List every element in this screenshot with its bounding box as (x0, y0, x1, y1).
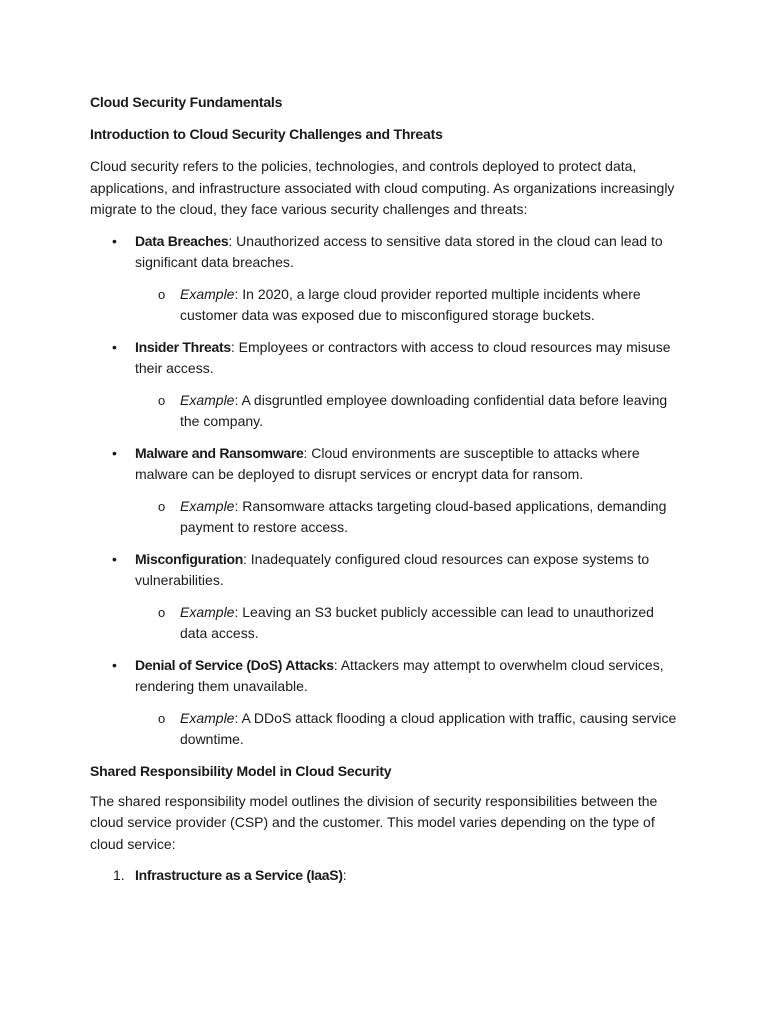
list-item (90, 231, 680, 274)
example-item (90, 496, 680, 539)
threat-description: : Attackers may attempt to overwhelm cloud services, rendering them unavailable. (135, 656, 664, 694)
document-page (90, 92, 680, 887)
example-text: : In 2020, a large cloud provider reported multiple incidents where customer data was exposed due to misconfigured storage buckets. (180, 285, 641, 323)
bullet-icon: • (112, 444, 117, 461)
sub-bullet-icon: o (158, 392, 166, 408)
bullet-icon: • (112, 338, 117, 355)
threat-term: Insider Threats (135, 338, 231, 355)
section-heading-threats: Introduction to Cloud Security Challenges and Threats (90, 126, 443, 142)
threat-description: : Inadequately configured cloud resources can expose systems to vulnerabilities. (135, 550, 650, 588)
threat-description: : Cloud environments are susceptible to attacks where malware can be deployed to disrupt services or encrypt data for ransom. (135, 444, 640, 482)
example-text: : A disgruntled employee downloading confidential data before leaving the company. (180, 391, 668, 429)
service-model-list (90, 865, 680, 887)
section-intro-paragraph: Cloud security refers to the policies, technologies, and controls deployed to protect data, applications, and infrastructure associated with cloud computing. As organizations increasingly migrate to the cloud, they face various security challenges and threats: (90, 158, 675, 217)
bullet-icon: • (112, 550, 117, 567)
list-item (90, 337, 680, 380)
threat-term: Malware and Ransomware (135, 444, 304, 461)
example-label: Example (180, 285, 235, 302)
example-label: Example (180, 709, 235, 726)
document-title: Cloud Security Fundamentals (90, 94, 283, 110)
example-text: : Leaving an S3 bucket publicly accessible can lead to unauthorized data access. (180, 603, 654, 641)
sub-bullet-icon: o (158, 286, 166, 302)
section-intro-paragraph: The shared responsibility model outlines the division of security responsibilities between the cloud service provider (CSP) and the customer. This model varies depending on the type of cloud service: (90, 792, 658, 852)
threat-term: Data Breaches (135, 232, 229, 249)
section-heading-shared-responsibility: Shared Responsibility Model in Cloud Security (90, 762, 392, 779)
service-model-suffix: : (342, 867, 347, 883)
list-item (90, 443, 680, 486)
example-item (90, 390, 680, 433)
list-number: 1. (113, 867, 125, 883)
bullet-icon: • (112, 232, 117, 249)
example-item (90, 284, 680, 327)
threat-term: Misconfiguration (135, 550, 243, 567)
example-text: : A DDoS attack flooding a cloud application with traffic, causing service downtime. (180, 709, 677, 747)
sub-bullet-icon: o (158, 498, 166, 514)
example-label: Example (180, 391, 235, 408)
threat-description: : Unauthorized access to sensitive data stored in the cloud can lead to significant data breaches. (135, 232, 663, 270)
service-model-term: Infrastructure as a Service (IaaS) (135, 867, 343, 883)
sub-bullet-icon: o (158, 710, 166, 726)
example-label: Example (180, 497, 235, 514)
list-item (90, 549, 680, 592)
example-item (90, 602, 680, 645)
list-item (90, 865, 680, 887)
threat-term: Denial of Service (DoS) Attacks (135, 656, 334, 673)
threat-description: : Employees or contractors with access to cloud resources may misuse their access. (135, 338, 671, 376)
example-item (90, 708, 680, 751)
bullet-icon: • (112, 656, 117, 673)
example-text: : Ransomware attacks targeting cloud-based applications, demanding payment to restore access. (180, 497, 667, 535)
threats-list (90, 231, 680, 751)
list-item (90, 655, 680, 698)
example-label: Example (180, 603, 235, 620)
sub-bullet-icon: o (158, 604, 166, 620)
